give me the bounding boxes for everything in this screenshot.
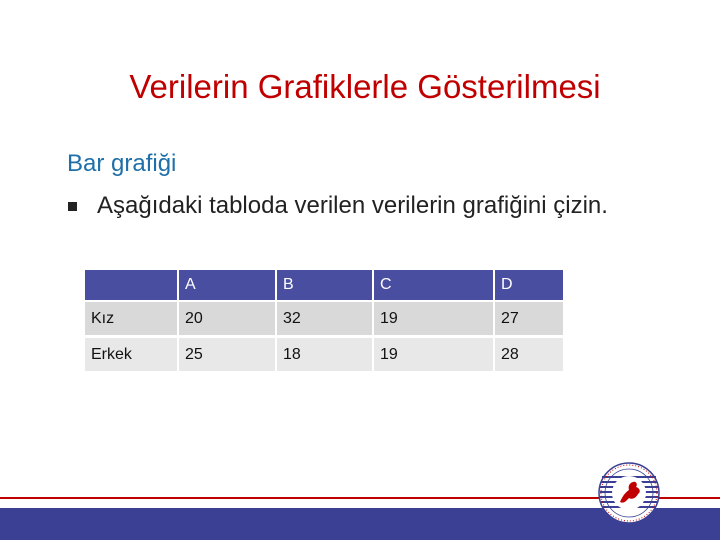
data-table	[83, 270, 565, 374]
table-header-row	[85, 270, 563, 302]
table-cell: 20	[179, 302, 275, 338]
header-cell-c: C	[374, 270, 493, 302]
table-cell: 32	[277, 302, 372, 338]
table-row	[85, 302, 563, 338]
row-label: Erkek	[85, 338, 177, 374]
header-cell-corner	[85, 270, 177, 302]
table-cell: 25	[179, 338, 275, 374]
header-cell-b: B	[277, 270, 372, 302]
bullet-text: Aşağıdaki tabloda verilen verilerin grafiğini çizin.	[97, 192, 608, 219]
square-bullet-icon	[68, 202, 77, 211]
table-cell: 19	[374, 338, 493, 374]
slide-subtitle: Bar grafiği	[67, 150, 177, 177]
table-row	[85, 338, 563, 374]
table-cell: 27	[495, 302, 563, 338]
header-cell-d: D	[495, 270, 563, 302]
university-seal-icon	[598, 462, 660, 524]
bullet-item	[67, 192, 608, 220]
table-cell: 18	[277, 338, 372, 374]
table-cell: 28	[495, 338, 563, 374]
slide-title: Verilerin Grafiklerle Gösterilmesi	[129, 68, 601, 105]
header-cell-a: A	[179, 270, 275, 302]
row-label: Kız	[85, 302, 177, 338]
table-cell: 19	[374, 302, 493, 338]
